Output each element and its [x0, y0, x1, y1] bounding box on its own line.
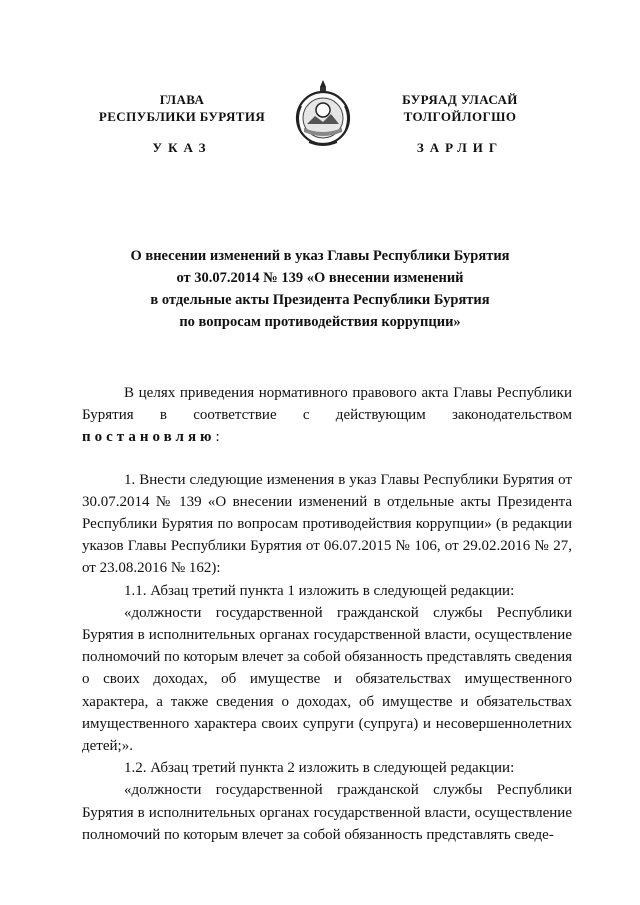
- preamble-text: В целях приведения нормативного правового акта Главы Республики Бурятия в соответствие с действующим законодательством: [82, 385, 572, 424]
- paragraph-1-1: 1.1. Абзац третий пункта 1 изложить в следующей редакции:: [124, 582, 515, 599]
- doc-type-bua: ЗАРЛИГ: [416, 140, 504, 155]
- issuer-title-ru: ГЛАВА: [159, 92, 205, 107]
- title-line: от 30.07.2014 № 139 «О внесении изменений: [176, 270, 464, 286]
- doc-type-ru: УКАЗ: [152, 140, 212, 155]
- title-line: О внесении изменений в указ Главы Республики Бурятия: [130, 248, 510, 264]
- document-body: [82, 382, 572, 846]
- document-title: [70, 245, 570, 333]
- paragraph-1-2: 1.2. Абзац третий пункта 2 изложить в следующей редакции:: [124, 760, 515, 777]
- decree-colon: :: [215, 429, 220, 446]
- paragraph-1: 1. Внести следующие изменения в указ Главы Республики Бурятия от 30.07.2014 № 139 «О внесении изменений в отдельные акты Президента Республики Бурятия по вопросам противодействия коррупции» (в редакции указов Главы Республики Бурятия от 06.07.2015 № 106, от 29.02.2016 № 27, от 23.08.2016 № 162):: [82, 471, 572, 577]
- decree-word: постановляю: [82, 429, 216, 446]
- preamble-paragraph: [82, 382, 572, 449]
- paragraph-1-1-quote: «должности государственной гражданской службы Республики Бурятия в исполнительных органах государственной власти, осуществление полномочий по которым влечет за собой обязанность представлять сведения о своих доходах, об имуществе и обязательствах имущественного характера, а также сведения о доходах, об имуществе и обязательствах имущественного характера своих супруги (супруга) и несовершеннолетних детей;».: [82, 604, 572, 755]
- paragraph-1-2-quote: «должности государственной гражданской службы Республики Бурятия в исполнительных органах государственной власти, осуществление полномочий по которым влечет за собой обязанность представлять сведе-: [82, 782, 572, 843]
- coat-of-arms-icon: [293, 76, 353, 148]
- title-line: по вопросам противодействия коррупции»: [179, 314, 461, 330]
- issuer-title-bua: БУРЯАД УЛАСАЙ: [402, 92, 518, 107]
- issuer-republic-bua: ТОЛГОЙЛОГШО: [403, 109, 517, 124]
- issuer-header-left: [82, 91, 282, 125]
- issuer-header-right: [360, 91, 560, 125]
- title-line: в отдельные акты Президента Республики Бурятия: [150, 292, 490, 308]
- issuer-republic-ru: РЕСПУБЛИКИ БУРЯТИЯ: [98, 109, 266, 124]
